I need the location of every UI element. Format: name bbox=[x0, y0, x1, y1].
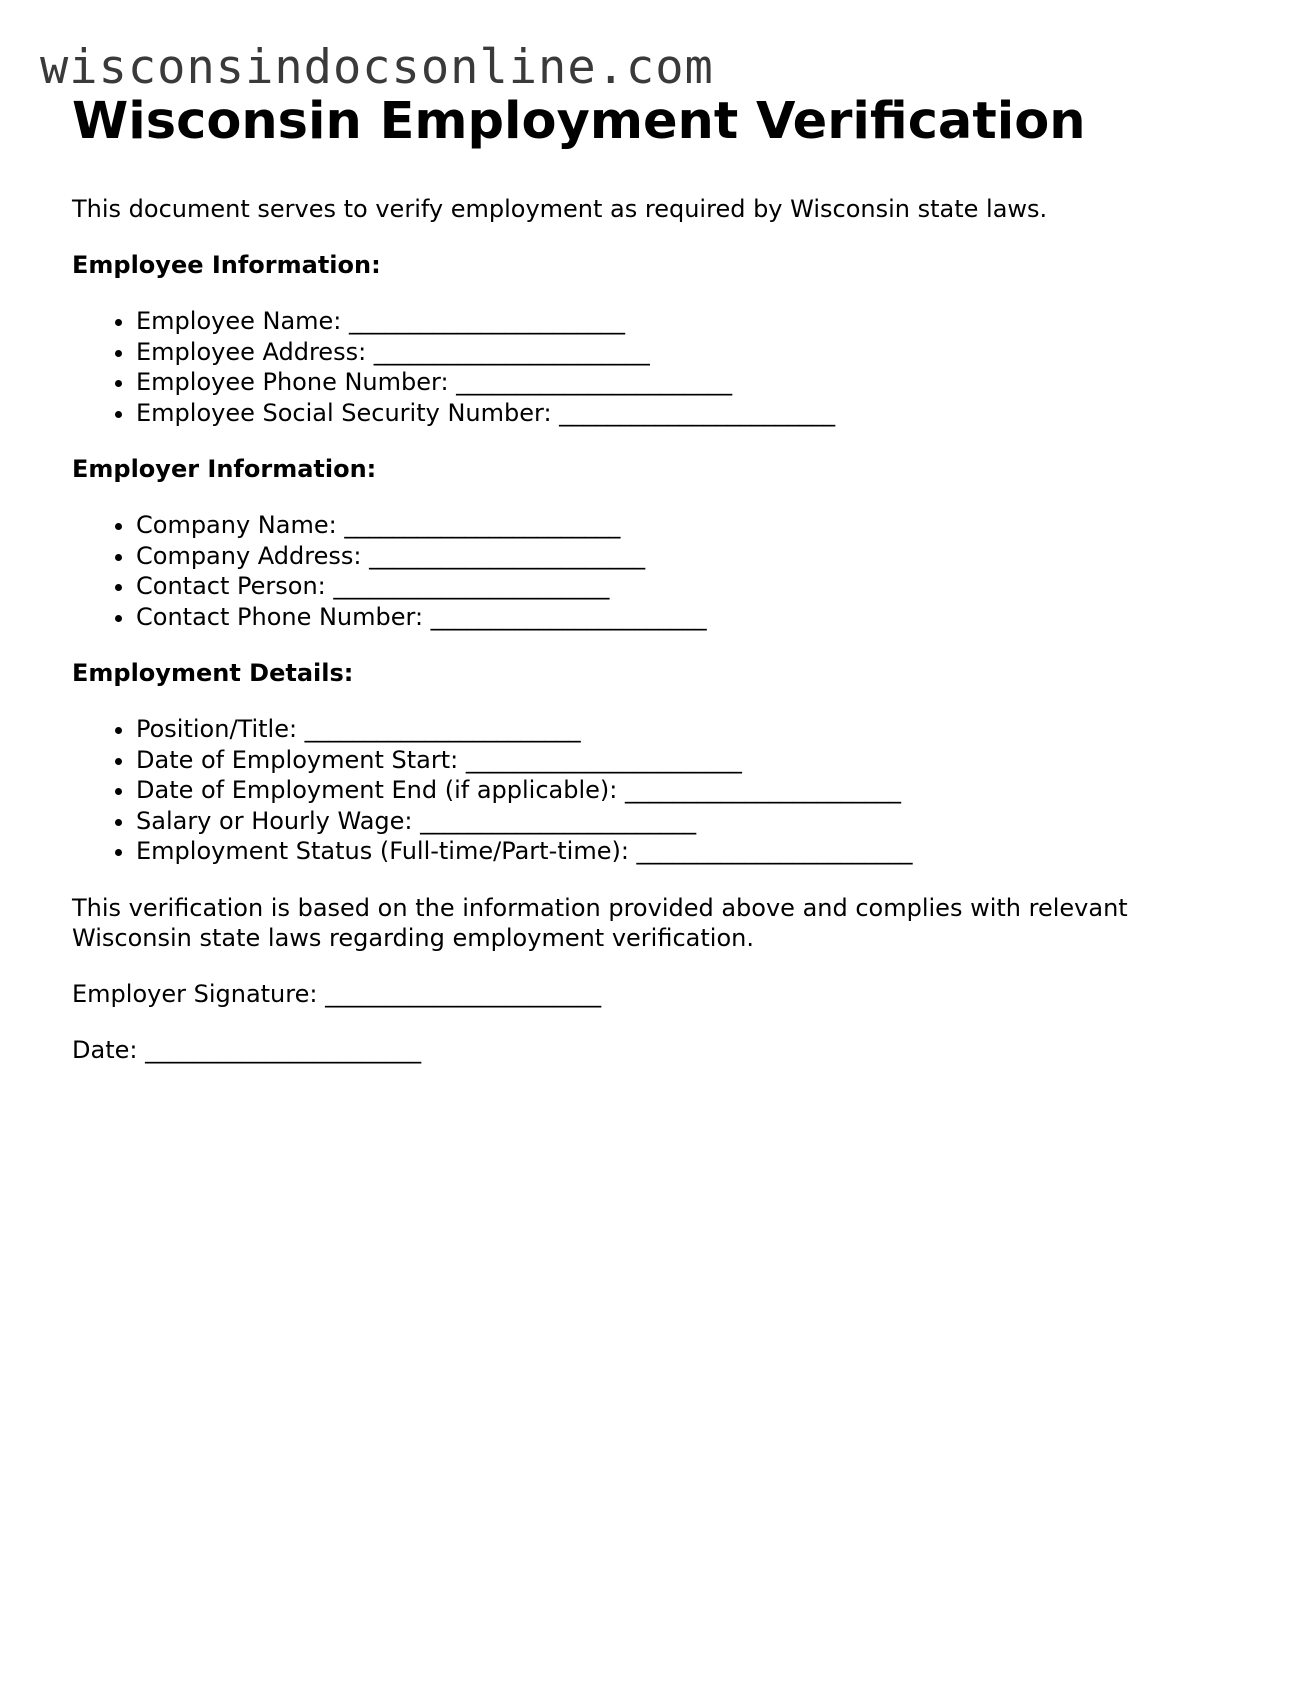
field-employee-name: • Employee Name: _______________________ bbox=[136, 306, 1252, 337]
field-contact-person: • Contact Person: _______________________ bbox=[136, 571, 1252, 602]
employer-signature-line: Employer Signature: _______________________ bbox=[72, 979, 602, 1008]
document-body bbox=[72, 88, 1252, 1065]
employer-field-list bbox=[72, 510, 1252, 632]
field-employee-phone: • Employee Phone Number: _______________________ bbox=[136, 367, 1252, 398]
field-employee-ssn: • Employee Social Security Number: _______________________ bbox=[136, 398, 1252, 429]
document-title: Wisconsin Employment Verification bbox=[72, 92, 1086, 151]
field-company-name: • Company Name: _______________________ bbox=[136, 510, 1252, 541]
watermark-text: wisconsindocsonline.com bbox=[40, 40, 714, 95]
field-end-date: • Date of Employment End (if applicable): _______________________ bbox=[136, 775, 1252, 806]
field-contact-phone: • Contact Phone Number: _______________________ bbox=[136, 602, 1252, 633]
employee-field-list bbox=[72, 306, 1252, 428]
section-heading-employer: Employer Information: bbox=[72, 455, 377, 483]
employment-field-list bbox=[72, 714, 1252, 867]
field-salary-wage: • Salary or Hourly Wage: _______________________ bbox=[136, 806, 1252, 837]
field-employment-status: • Employment Status (Full-time/Part-time): _______________________ bbox=[136, 836, 1252, 867]
intro-paragraph: This document serves to verify employment as required by Wisconsin state laws. bbox=[72, 195, 1048, 223]
closing-paragraph: This verification is based on the information provided above and complies with relevant Wisconsin state laws regarding employment verification. bbox=[72, 893, 1128, 952]
field-start-date: • Date of Employment Start: _______________________ bbox=[136, 745, 1252, 776]
date-line: Date: _______________________ bbox=[72, 1035, 422, 1064]
section-heading-employee: Employee Information: bbox=[72, 251, 381, 279]
section-heading-employment: Employment Details: bbox=[72, 659, 354, 687]
field-position-title: • Position/Title: _______________________ bbox=[136, 714, 1252, 745]
field-company-address: • Company Address: _______________________ bbox=[136, 541, 1252, 572]
field-employee-address: • Employee Address: _______________________ bbox=[136, 337, 1252, 368]
